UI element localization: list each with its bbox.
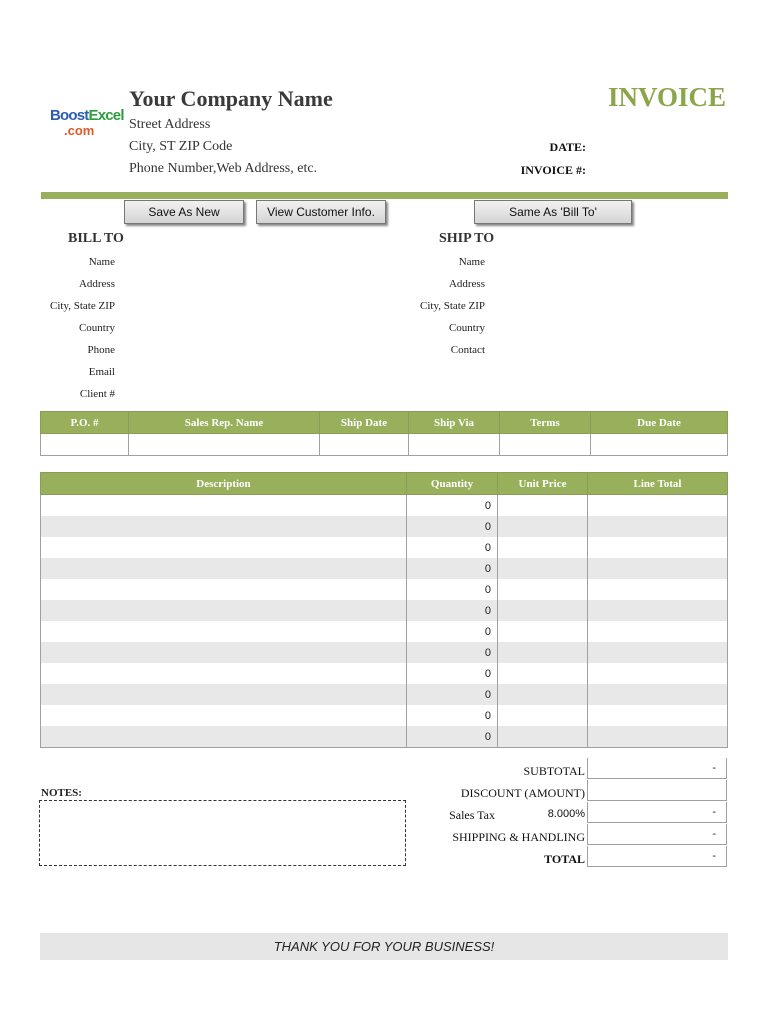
header-divider <box>41 192 728 199</box>
item-quantity[interactable]: 0 <box>407 663 498 684</box>
item-line-total <box>588 537 728 558</box>
invoice-number-label: INVOICE #: <box>520 163 586 177</box>
item-line-total <box>588 642 728 663</box>
company-street: Street Address <box>129 117 211 132</box>
subtotal-label: SUBTOTAL <box>523 764 585 778</box>
company-name: Your Company Name <box>129 86 333 111</box>
item-line-total <box>588 579 728 600</box>
bill-to-heading: BILL TO <box>68 231 124 246</box>
sales-rep-cell[interactable] <box>129 434 320 456</box>
item-row <box>41 705 728 726</box>
item-line-total <box>588 600 728 621</box>
bill-to-address-label: Address <box>78 278 115 290</box>
item-row <box>41 663 728 684</box>
item-quantity[interactable]: 0 <box>407 558 498 579</box>
item-line-total <box>588 558 728 579</box>
ship-to-city-label: City, State ZIP <box>420 300 485 312</box>
item-unit-price[interactable] <box>498 495 588 517</box>
logo-text-boost: Boost <box>50 107 89 124</box>
save-as-new-button[interactable]: Save As New <box>124 200 244 224</box>
ship-to-address-label: Address <box>448 278 485 290</box>
company-city: City, ST ZIP Code <box>129 139 233 154</box>
notes-label: NOTES: <box>41 787 82 799</box>
item-description[interactable] <box>41 642 407 663</box>
sales-tax-value: - <box>587 802 727 823</box>
total-value: - <box>587 846 727 867</box>
ship-via-header: Ship Via <box>409 412 500 434</box>
order-info-row <box>41 434 728 456</box>
discount-label: DISCOUNT (AMOUNT) <box>460 786 585 800</box>
sales-tax-label: Sales Tax <box>449 808 495 822</box>
item-quantity[interactable]: 0 <box>407 621 498 642</box>
bill-to-country-label: Country <box>78 322 115 334</box>
thank-you-message: THANK YOU FOR YOUR BUSINESS! <box>40 933 728 960</box>
item-line-total <box>588 684 728 705</box>
item-description[interactable] <box>41 558 407 579</box>
shipping-value[interactable]: - <box>587 824 727 845</box>
po-cell[interactable] <box>41 434 129 456</box>
item-unit-price[interactable] <box>498 558 588 579</box>
item-row <box>41 558 728 579</box>
bill-to-client-label: Client # <box>79 388 115 400</box>
due-date-header: Due Date <box>591 412 728 434</box>
item-row <box>41 621 728 642</box>
item-description[interactable] <box>41 516 407 537</box>
item-line-total <box>588 495 728 517</box>
item-description[interactable] <box>41 726 407 748</box>
item-quantity[interactable]: 0 <box>407 705 498 726</box>
view-customer-info-button[interactable]: View Customer Info. <box>256 200 386 224</box>
item-description[interactable] <box>41 537 407 558</box>
item-row <box>41 726 728 748</box>
shipping-label: SHIPPING & HANDLING <box>452 830 585 844</box>
ship-to-country-label: Country <box>448 322 485 334</box>
same-as-bill-to-button[interactable]: Same As 'Bill To' <box>474 200 632 224</box>
item-unit-price[interactable] <box>498 516 588 537</box>
quantity-header: Quantity <box>407 473 498 495</box>
item-quantity[interactable]: 0 <box>407 516 498 537</box>
item-quantity[interactable]: 0 <box>407 579 498 600</box>
item-description[interactable] <box>41 579 407 600</box>
logo-text-com: .com <box>64 123 95 138</box>
item-description[interactable] <box>41 621 407 642</box>
item-row <box>41 537 728 558</box>
item-description[interactable] <box>41 495 407 517</box>
item-unit-price[interactable] <box>498 726 588 748</box>
ship-via-cell[interactable] <box>409 434 500 456</box>
ship-date-header: Ship Date <box>320 412 409 434</box>
item-unit-price[interactable] <box>498 684 588 705</box>
item-unit-price[interactable] <box>498 621 588 642</box>
item-description[interactable] <box>41 600 407 621</box>
item-quantity[interactable]: 0 <box>407 600 498 621</box>
bill-to-email-label: Email <box>88 366 115 378</box>
line-total-header: Line Total <box>588 473 728 495</box>
date-label: DATE: <box>549 140 586 154</box>
item-unit-price[interactable] <box>498 642 588 663</box>
bill-to-phone-label: Phone <box>87 344 115 356</box>
item-line-total <box>588 663 728 684</box>
company-logo <box>50 107 124 148</box>
item-unit-price[interactable] <box>498 663 588 684</box>
invoice-title: INVOICE <box>608 82 726 112</box>
item-row <box>41 642 728 663</box>
item-quantity[interactable]: 0 <box>407 495 498 517</box>
order-info-table <box>40 411 728 456</box>
terms-header: Terms <box>500 412 591 434</box>
item-row <box>41 579 728 600</box>
item-row <box>41 684 728 705</box>
subtotal-value: - <box>587 758 727 779</box>
company-contact: Phone Number,Web Address, etc. <box>129 161 318 176</box>
ship-to-heading: SHIP TO <box>439 231 495 246</box>
terms-cell[interactable] <box>500 434 591 456</box>
sales-rep-header: Sales Rep. Name <box>129 412 320 434</box>
notes-field[interactable] <box>39 800 406 866</box>
ship-date-cell[interactable] <box>320 434 409 456</box>
item-unit-price[interactable] <box>498 705 588 726</box>
sales-tax-rate[interactable]: 8.000% <box>547 808 585 820</box>
item-line-total <box>588 705 728 726</box>
item-description[interactable] <box>41 663 407 684</box>
item-unit-price[interactable] <box>498 600 588 621</box>
item-row <box>41 600 728 621</box>
item-unit-price[interactable] <box>498 537 588 558</box>
ship-to-name-label: Name <box>458 256 485 268</box>
item-line-total <box>588 621 728 642</box>
ship-to-contact-label: Contact <box>450 344 485 356</box>
item-row <box>41 495 728 517</box>
total-label: TOTAL <box>544 852 585 866</box>
item-quantity[interactable]: 0 <box>407 537 498 558</box>
unit-price-header: Unit Price <box>498 473 588 495</box>
items-table <box>40 472 728 748</box>
item-quantity[interactable]: 0 <box>407 684 498 705</box>
due-date-cell[interactable] <box>591 434 728 456</box>
description-header: Description <box>41 473 407 495</box>
item-quantity[interactable]: 0 <box>407 726 498 748</box>
po-header: P.O. # <box>41 412 129 434</box>
item-unit-price[interactable] <box>498 579 588 600</box>
item-quantity[interactable]: 0 <box>407 642 498 663</box>
bill-to-city-label: City, State ZIP <box>50 300 115 312</box>
item-description[interactable] <box>41 684 407 705</box>
logo-text-excel: Excel <box>88 107 124 124</box>
bill-to-name-label: Name <box>88 256 115 268</box>
item-line-total <box>588 516 728 537</box>
item-row <box>41 516 728 537</box>
item-description[interactable] <box>41 705 407 726</box>
item-line-total <box>588 726 728 748</box>
discount-value[interactable] <box>587 780 727 801</box>
